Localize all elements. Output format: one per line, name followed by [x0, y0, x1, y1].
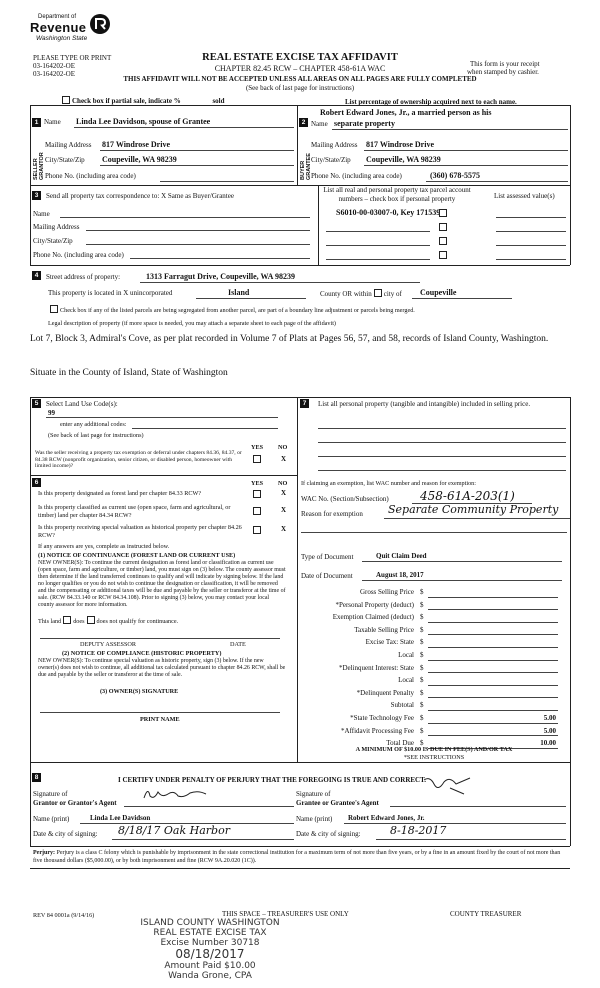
parcel-personal-checkbox-2[interactable] — [439, 223, 447, 231]
stamp-line-3: Excise Number 30718 — [160, 938, 260, 948]
grantor-sig-of: Signature of — [33, 790, 68, 798]
fee-underline — [428, 723, 558, 724]
grantor-name-label: Name (print) — [33, 815, 70, 823]
stamp-line-2: REAL ESTATE EXCISE TAX — [153, 928, 267, 938]
fee-amount: 5.00 — [543, 714, 556, 722]
section-3-badge: 3 — [32, 191, 41, 200]
seller-city: Coupeville, WA 98239 — [102, 155, 177, 164]
legal-label: Legal description of property (if more space is needed, you may attach a separate sheet to each page of the affidavit) — [48, 320, 336, 327]
certify-statement: I CERTIFY UNDER PENALTY OF PERJURY THAT THE FOREGOING IS TRUE AND CORRECT. — [118, 776, 427, 784]
grantee-agent-label: Grantee or Grantee's Agent — [296, 799, 379, 807]
fee-label: *Delinquent Penalty — [356, 688, 414, 697]
fee-amount: 5.00 — [543, 726, 556, 735]
sec6-q2: Is this property classified as current use (open space, farm and agricultural, or timber) land per chapter 84.34 RCW? — [38, 504, 231, 519]
grantor-name: Linda Lee Davidson — [90, 814, 151, 822]
fee-underline — [428, 685, 558, 686]
doc-date-label: Date of Document — [301, 572, 353, 580]
fee-label: Subtotal — [390, 701, 414, 710]
seller-city-label: City/State/Zip — [45, 156, 85, 164]
form-title: REAL ESTATE EXCISE TAX AFFIDAVIT — [202, 52, 398, 63]
grantor-agent-label: Grantor or Grantor's Agent — [33, 799, 117, 807]
fee-label: Exemption Claimed (deduct) — [332, 613, 414, 622]
dept-line: Department of — [38, 14, 77, 20]
fee-dollar-sign: $ — [420, 739, 424, 748]
additional-codes-label: enter any additional codes: — [60, 421, 127, 428]
wac-number: 458-61A-203(1) — [420, 489, 515, 503]
fee-label: *Delinquent Interest: State — [338, 663, 414, 672]
send-correspondence-label: Send all property tax correspondence to: X Same as Buyer/Grantee — [46, 192, 234, 200]
fee-underline — [428, 622, 558, 623]
sec3-city-label: City/State/Zip — [33, 237, 73, 245]
sec6-q3: Is this property receiving special valuation as historical property per chapter 84.26 RCW? — [38, 524, 242, 539]
minimum-due: A MINIMUM OF $10.00 IS DUE IN FEE(S) AND/OR TAX — [355, 746, 513, 753]
fee-dollar-sign: $ — [420, 701, 424, 710]
fee-dollar-sign: $ — [420, 688, 424, 697]
city-of-label: city of — [383, 290, 402, 298]
seller-name: Linda Lee Davidson, spouse of Grantee — [76, 117, 211, 126]
land-does-checkbox[interactable] — [63, 616, 71, 624]
dor-logo — [30, 14, 130, 54]
parcel-personal-checkbox-3[interactable] — [439, 237, 447, 245]
fee-underline — [428, 697, 558, 698]
fee-label: Gross Selling Price — [359, 588, 414, 596]
fee-label: Taxable Selling Price — [354, 625, 414, 634]
fee-amount: 10.00 — [540, 739, 556, 748]
buyer-phone: (360) 678-5575 — [430, 171, 480, 180]
sec6-q1: Is this property designated as forest land per chapter 84.33 RCW? — [38, 490, 202, 497]
located-label: This property is located in X unincorporated — [48, 289, 173, 297]
land-use-label: Select Land Use Code(s): — [46, 400, 118, 408]
fee-dollar-sign: $ — [420, 714, 424, 722]
sec5-yes-header: YES — [251, 444, 264, 451]
exemption-reason: Separate Community Property — [388, 503, 559, 516]
fee-underline — [428, 609, 558, 610]
fee-dollar-sign: $ — [420, 625, 424, 634]
land-use-see-back: (See back of last page for instructions) — [48, 432, 144, 439]
parcel-header-2: numbers – check box if personal property — [338, 194, 456, 203]
fee-dollar-sign: $ — [420, 726, 424, 735]
fee-label: Excise Tax: State — [365, 638, 414, 647]
street-address: 1313 Farragut Drive, Coupeville, WA 98239 — [146, 272, 295, 281]
fee-dollar-sign: $ — [420, 651, 424, 659]
fee-dollar-sign: $ — [420, 600, 424, 609]
wac-label: WAC No. (Section/Subsection) — [301, 495, 389, 503]
land-use-code: 99 — [48, 409, 55, 417]
sec5-no-header: NO — [278, 444, 288, 451]
sec6-any-yes: If any answers are yes, complete as instructed below. — [38, 543, 170, 550]
perjury-text: Perjury is a class C felony which is punishable by imprisonment in the state correctional institution for a maximum term of not more than five years, or by a fine in an amount fixed by the court of not more than five thousand dollars ($5,000.00), or by both imprisonment and fine (RCW 9A.20.020 (1C)). — [33, 850, 561, 864]
sec6-q2-no: X — [281, 506, 287, 514]
perjury-label: Perjury: — [33, 850, 55, 856]
section-2-badge: 2 — [299, 118, 308, 127]
sec6-yes-header: YES — [251, 480, 264, 487]
fee-dollar-sign: $ — [420, 676, 424, 685]
form-code-1: 03-164202-OE — [33, 62, 75, 70]
fee-dollar-sign: $ — [420, 613, 424, 622]
fee-underline — [428, 597, 558, 598]
treasurer-stamp — [110, 918, 310, 981]
sec6-no-header: NO — [278, 480, 288, 487]
grantor-date-label: Date & city of signing: — [33, 830, 98, 838]
parcel-number: S6010-00-03007-0, Key 171539 — [336, 208, 441, 217]
county-or-label: County OR within — [320, 290, 372, 298]
fee-label: Local — [398, 651, 414, 659]
street-label: Street address of property: — [46, 273, 121, 281]
sec5-yes-checkbox[interactable] — [253, 455, 261, 463]
section-5-badge: 5 — [32, 399, 41, 408]
doc-type: Quit Claim Deed — [376, 552, 427, 560]
sec6-q1-no: X — [281, 489, 287, 497]
fee-underline — [428, 735, 558, 736]
does-label: does — [73, 618, 85, 625]
section-6-badge: 6 — [32, 478, 41, 487]
doc-date: August 18, 2017 — [376, 571, 424, 579]
grantor-date-city: 8/18/17 Oak Harbor — [118, 824, 230, 837]
segregated-label: Check box if any of the listed parcels are being segregated from another parcel, are part of a boundary line adjustment or parcels being merged. — [60, 307, 415, 314]
reason-label: Reason for exemption — [301, 510, 363, 518]
grantee-sig-of: Signature of — [296, 790, 331, 798]
owner-signature-label: (3) OWNER(S) SIGNATURE — [100, 688, 179, 695]
ownership-note: List percentage of ownership acquired next to each name. — [345, 98, 517, 106]
county-treasurer: COUNTY TREASURER — [450, 910, 522, 918]
notice1-body: NEW OWNER(S): To continue the current designation as forest land or classification as current use (open space, farm and agriculture, or timber) land, you must sign on (3) below. The county assessor must then determine if the land transferred continues to qualify and will indicate by signing below. If the land no longer qualifies or you do not wish to continue the designation or classification, it will be removed and the compensating or additional taxes will be due and payable by the seller or transferor at the time of sale. (RCW 84.33.140 or RCW 84.34.108). Prior to signing (3) below, you may contact your local county assessor for more information. — [38, 560, 286, 608]
seller-phone-label: Phone No. (including area code) — [45, 172, 136, 180]
grantee-name: Robert Edward Jones, Jr. — [348, 814, 425, 822]
buyer-name-label: Name — [311, 120, 328, 128]
grantee-date-label: Date & city of signing: — [296, 830, 361, 838]
county-value: Island — [228, 288, 250, 297]
fee-underline — [428, 710, 558, 711]
notice2-body: NEW OWNER(S): To continue special valuation as historic property, sign (3) below. If the new owner(s) does not wish to continue, all additional tax calculated pursuant to chapter 84.26 RCW, shall be due and payable by the seller or transferor at the time of sale. — [38, 658, 286, 678]
land-does-not-checkbox[interactable] — [87, 616, 95, 624]
situate-text: Situate in the County of Island, State of Washington — [30, 368, 228, 378]
section-8-badge: 8 — [32, 773, 41, 782]
sec6-q1-yes-checkbox[interactable] — [253, 490, 261, 498]
fee-underline — [428, 672, 558, 673]
grantee-name-label: Name (print) — [296, 815, 333, 823]
form-code-2: 03-164202-OE — [33, 70, 75, 78]
fee-dollar-sign: $ — [420, 663, 424, 672]
fee-underline — [428, 647, 558, 648]
receipt-note-2: when stamped by cashier. — [467, 68, 539, 76]
please-type: PLEASE TYPE OR PRINT — [33, 54, 112, 62]
section-1-badge: 1 — [32, 118, 41, 127]
fee-label: *Personal Property (deduct) — [335, 600, 414, 609]
this-land-label: This land — [38, 618, 62, 625]
buyer-name-line2: separate property — [334, 119, 395, 128]
buyer-city: Coupeville, WA 98239 — [366, 155, 441, 164]
section-4-badge: 4 — [32, 271, 41, 280]
sec5-exemption-question: Was the seller receiving a property tax exemption or deferral under chapters 84.36, 84.37, or 84.38 RCW (nonprofit organization, senior citizen, or disabled person, homeowner with limited income)? — [35, 450, 242, 469]
receipt-note-1: This form is your receipt — [470, 60, 540, 68]
sold-label: sold — [212, 97, 225, 105]
form-chapter: CHAPTER 82.45 RCW – CHAPTER 458-61A WAC — [214, 64, 386, 73]
fee-label: *State Technology Fee — [350, 714, 414, 722]
dept-state: Washington State — [36, 35, 88, 42]
form-see-back: (See back of last page for instructions) — [245, 84, 355, 92]
deputy-assessor-label: DEPUTY ASSESSOR — [80, 641, 136, 648]
buyer-mailing-label: Mailing Address — [311, 141, 358, 149]
fee-dollar-sign: $ — [420, 588, 424, 596]
sec5-no-answer: X — [281, 455, 287, 463]
fee-label: *Affidavit Processing Fee — [341, 726, 414, 735]
city-value: Coupeville — [420, 288, 457, 297]
exemption-label: If claiming an exemption, list WAC number and reason for exemption: — [301, 480, 476, 487]
fee-dollar-sign: $ — [420, 638, 424, 647]
print-name-label: PRINT NAME — [140, 716, 180, 723]
buyer-phone-label: Phone No. (including area code) — [311, 172, 402, 180]
grantor-signature — [140, 784, 220, 802]
dept-name: Revenue — [30, 20, 87, 35]
doc-type-label: Type of Document — [301, 553, 354, 561]
partial-sale-checkbox[interactable] — [62, 96, 70, 104]
segregated-checkbox[interactable] — [50, 305, 58, 313]
stamp-line-1: ISLAND COUNTY WASHINGTON — [140, 918, 280, 928]
personal-property-label: List all personal property (tangible and intangible) included in selling price. — [318, 400, 531, 408]
buyer-name-line1: Robert Edward Jones, Jr., a married person as his — [320, 108, 492, 117]
sec6-q3-yes-checkbox[interactable] — [253, 526, 261, 534]
fee-underline — [428, 634, 558, 635]
fee-label: Total Due — [386, 739, 414, 748]
rev-number: REV 84 0001a (9/14/16) — [33, 912, 95, 919]
buyer-mailing: 817 Windrose Drive — [366, 140, 435, 149]
seller-side-label: SELLER GRANTOR — [33, 152, 45, 180]
notice2-title: (2) NOTICE OF COMPLIANCE (HISTORIC PROPERTY) — [62, 650, 222, 657]
parcel-personal-checkbox-1[interactable] — [439, 209, 447, 217]
notice1-title: (1) NOTICE OF CONTINUANCE (FOREST LAND OR CURRENT USE) — [38, 552, 236, 559]
partial-sale-label: Check box if partial sale, indicate % — [72, 97, 181, 105]
seller-mailing: 817 Windrose Drive — [102, 140, 171, 149]
city-checkbox[interactable] — [374, 289, 382, 297]
fee-label: Local — [398, 676, 414, 685]
form-warning: THIS AFFIDAVIT WILL NOT BE ACCEPTED UNLESS ALL AREAS ON ALL PAGES ARE FULLY COMPLETED — [123, 75, 477, 83]
seller-name-label: Name — [44, 118, 61, 126]
seller-mailing-label: Mailing Address — [45, 141, 92, 149]
deputy-date-label: DATE — [230, 641, 246, 648]
sec3-name-label: Name — [33, 210, 50, 218]
treasurer-use-only: THIS SPACE – TREASURER'S USE ONLY — [222, 910, 349, 918]
sec6-q2-yes-checkbox[interactable] — [253, 507, 261, 515]
minimum-see-instructions: *SEE INSTRUCTIONS — [403, 754, 465, 761]
stamp-line-6: Wanda Grone, CPA — [168, 971, 252, 981]
buyer-side-label: BUYER GRANTEE — [300, 153, 312, 180]
assessed-header: List assessed value(s) — [494, 192, 555, 200]
legal-description: Lot 7, Block 3, Admiral's Cove, as per plat recorded in Volume 7 of Plats at Pages 56, 57, and 58, records of Island County, Washington. — [30, 334, 549, 344]
sec3-mailing-label: Mailing Address — [33, 223, 80, 231]
stamp-line-4: 08/18/2017 — [175, 947, 245, 961]
buyer-city-label: City/State/Zip — [311, 156, 351, 164]
section-7-badge: 7 — [300, 399, 309, 408]
grantee-signature — [420, 774, 480, 796]
does-not-label: does not qualify for continuance. — [96, 618, 179, 625]
parcel-personal-checkbox-4[interactable] — [439, 251, 447, 259]
sec6-q3-no: X — [281, 525, 287, 533]
grantee-date: 8-18-2017 — [390, 824, 447, 837]
dor-emblem-icon — [90, 14, 110, 34]
stamp-line-5: Amount Paid $10.00 — [164, 961, 256, 971]
sec3-phone-label: Phone No. (including area code) — [33, 251, 124, 259]
fee-underline — [428, 660, 558, 661]
parcel-header-1: List all real and personal property tax parcel account — [323, 186, 471, 194]
